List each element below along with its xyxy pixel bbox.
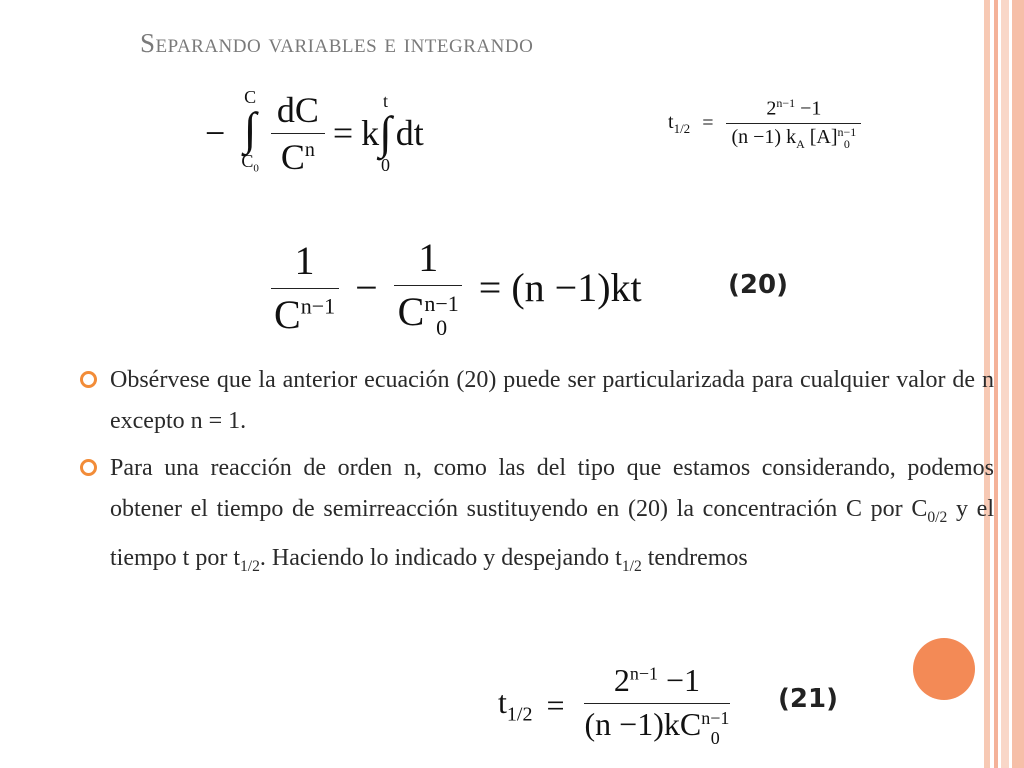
half-life-fraction <box>579 662 736 748</box>
bullet-text: Para una reacción de orden n, como las del tipo que estamos considerando, podemos obtener el tiempo de semirreacción sustituyendo en (20) la concentración C por $C_{0/2}$ y el tiempo t por $t_{1/2}$. Haciendo lo indicado y despejando $t_{1/2}$ tendremos <box>110 455 994 575</box>
equals-sign: = <box>332 113 354 153</box>
fraction-numerator: 1 <box>271 237 339 289</box>
rate-constant-k: k <box>361 113 380 153</box>
equals-sign: = <box>702 112 714 135</box>
fraction-denominator: $C^{n-1}$ <box>274 291 336 337</box>
fraction-denominator: (n −1) $k_A$ [A] n−1 0 <box>731 125 857 152</box>
list-item <box>80 360 994 442</box>
integral-lower-limit: $C_0$ <box>241 151 259 175</box>
fraction-numerator: dC <box>271 89 325 134</box>
half-life-formula-top <box>668 96 862 152</box>
fraction-numerator: 1 <box>394 234 462 286</box>
integral-t <box>379 92 392 174</box>
integral-lower-limit: 0 <box>380 155 390 175</box>
decorative-dot <box>913 638 975 700</box>
list-item <box>80 448 994 587</box>
half-life-lhs: $t_{1/2}$ <box>498 683 533 726</box>
equals-sign: = <box>546 686 565 723</box>
half-life-fraction <box>725 96 862 152</box>
fraction-numerator: $2^{n-1} -1$ <box>584 662 730 704</box>
fraction-denominator: (n −1)kC n−1 0 <box>584 706 730 748</box>
bullet-icon <box>80 459 97 476</box>
fraction-1-over-c0 <box>392 234 465 340</box>
fraction-denominator: C n−1 0 <box>397 289 459 340</box>
minus-sign: − <box>355 264 378 310</box>
dt-term: dt <box>395 113 424 153</box>
equation-20-label: (20) <box>728 270 788 300</box>
integral-upper-limit: C <box>244 87 257 108</box>
dc-over-cn <box>271 89 325 178</box>
integral-symbol: ∫ <box>243 103 257 155</box>
fraction-denominator: $C^n$ <box>280 136 315 177</box>
fraction-1-over-c <box>268 237 341 338</box>
half-life-lhs: $t_{1/2}$ <box>668 110 691 136</box>
bullet-list <box>80 360 994 593</box>
equation-21-label: (21) <box>778 684 838 714</box>
integral-upper-limit: t <box>382 91 388 111</box>
bullet-icon <box>80 371 97 388</box>
equation-21 <box>498 650 735 760</box>
integral-equation <box>205 78 424 188</box>
fraction-numerator: $2^{n-1} -1$ <box>726 96 861 124</box>
minus-sign: − <box>205 113 226 153</box>
bullet-text: Obsérvese que la anterior ecuación (20) puede ser particularizada para cualquier valor de n excepto n = 1. <box>110 367 994 434</box>
equation-rhs: = (n −1)kt <box>478 264 642 310</box>
slide-title: Separando variables e integrando <box>140 28 534 58</box>
integral-symbol: ∫ <box>379 107 392 158</box>
integral-c <box>241 88 259 178</box>
equation-20 <box>268 222 642 352</box>
